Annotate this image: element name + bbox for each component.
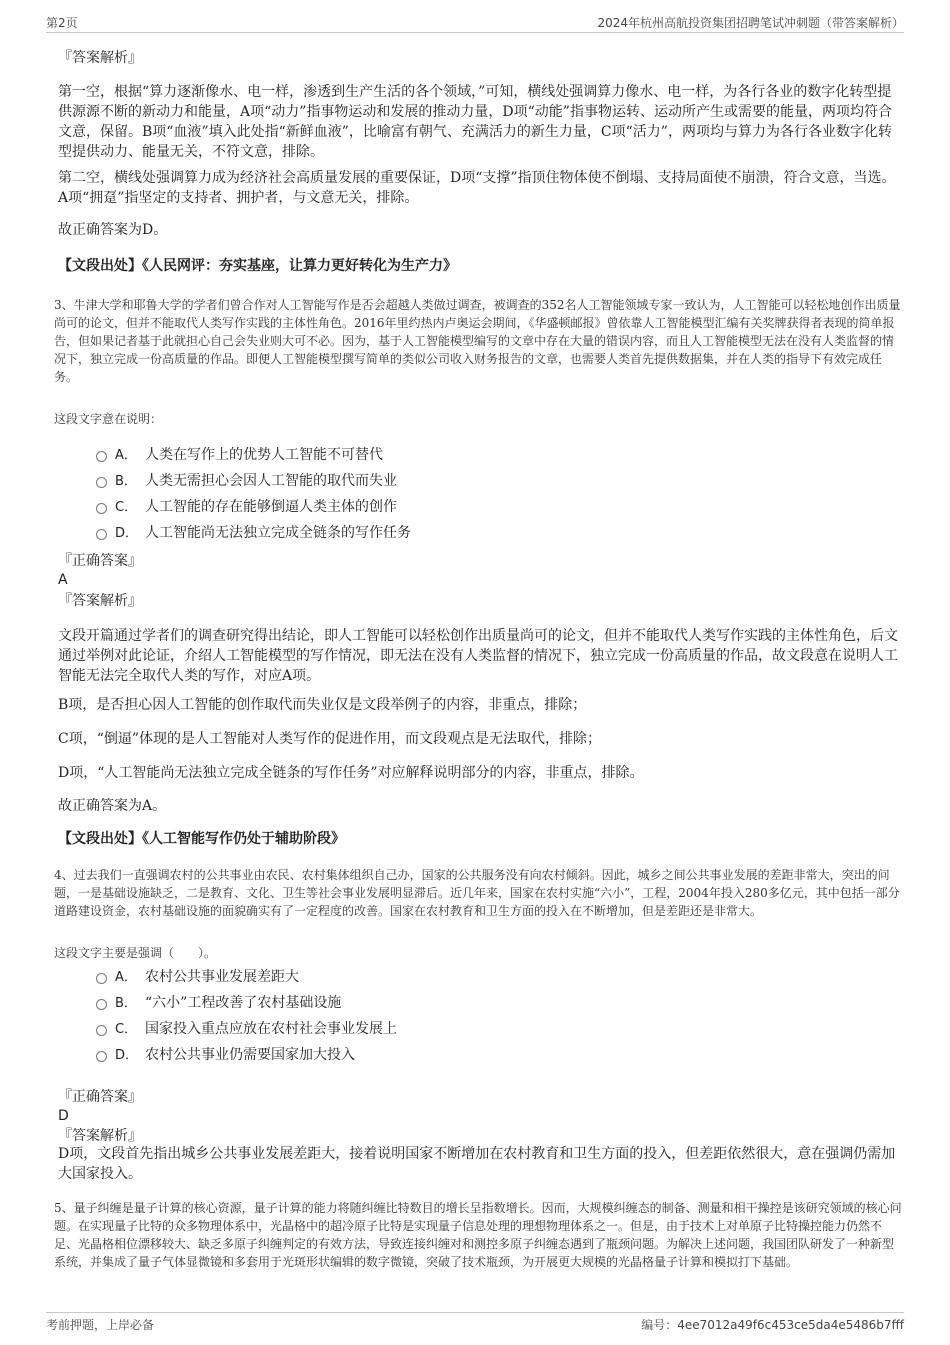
radio-icon[interactable] — [96, 1051, 107, 1062]
footer-code: 编号：4ee7012a49f6c453ce5da4e5486b7fff — [641, 1318, 904, 1332]
q4-option-d[interactable]: D． 农村公共事业仍需要国家加大投入 — [96, 1045, 355, 1066]
page-footer — [46, 1312, 904, 1335]
q4-option-c[interactable]: C． 国家投入重点应放在农村社会事业发展上 — [96, 1019, 397, 1040]
q3-conclusion: 故正确答案为A。 — [58, 798, 167, 814]
radio-icon[interactable] — [96, 973, 107, 984]
q4-explain: D项，文段首先指出城乡公共事业发展差距大，接着说明国家不断增加在农村教育和卫生方面的投入，但差距依然很大，意在强调仍需加大国家投入。 — [58, 1146, 896, 1182]
q4-option-b[interactable]: B． “六小”工程改善了农村基础设施 — [96, 993, 341, 1014]
q3-stem: 3、牛津大学和耶鲁大学的学者们曾合作对人工智能写作是否会超越人类做过调查，被调查的352名人工智能领域专家一致认为，人工智能可以轻松地创作出质量尚可的论文，但并不能取代人类写作实践的主体性角色。2016年里约热内卢奥运会期间，《华盛顿邮报》曾依靠人工智能模型汇编有关奖牌获得者表现的简单报告，但如果记者基于此就担心自己会失业则大可不必。因为，基于人工智能模型编写的文章中存在大量的错误内容，而且人工智能模型无法在没有人类监督的情况下，独立完成一份高质量的作品。即便人工智能模型撰写简单的类似公司收入财务报告的文章，也需要人类首先提供数据集，并在人类的指导下有效完成任务。 — [54, 298, 901, 384]
q3-explain-p4: D项，“人工智能尚无法独立完成全链条的写作任务”对应解释说明部分的内容，非重点，排除。 — [58, 765, 644, 781]
q3-explain-title: 『答案解析』 — [58, 593, 142, 609]
q2-explain-p2: 第二空，横线处强调算力成为经济社会高质量发展的重要保证，D项“支撑”指顶住物体使不倒塌、支持局面使不崩溃，符合文意，当选。A项“拥趸”指坚定的支持者、拥护者，与文意无关，排除。 — [58, 170, 896, 206]
radio-icon[interactable] — [96, 1025, 107, 1036]
q2-explain-title: 『答案解析』 — [58, 50, 142, 66]
q3-option-a[interactable]: A． 人类在写作上的优势人工智能不可替代 — [96, 445, 383, 466]
q4-option-a[interactable]: A． 农村公共事业发展差距大 — [96, 967, 299, 988]
page-number: 第2页 — [46, 16, 78, 30]
q3-option-c[interactable]: C． 人工智能的存在能够倒逼人类主体的创作 — [96, 497, 397, 518]
radio-icon[interactable] — [96, 529, 107, 540]
q5-stem: 5、量子纠缠是量子计算的核心资源，量子计算的能力将随纠缠比特数目的增长呈指数增长。因而，大规模纠缠态的制备、测量和相干操控是该研究领域的核心问题。在实现量子比特的众多物理体系中，光晶格中的超冷原子比特是实现量子信息处理的理想物理体系之一。但是，由于技术上对单原子比特操控能力仍然不足、光晶格相位漂移较大、缺乏多原子纠缠判定的有效方法，导致连接纠缠对和测控多原子纠缠态遇到了瓶颈问题。为解决上述问题，我国团队研发了一种新型系统，并集成了量子气体显微镜和多套用于光斑形状编辑的数字微镜，突破了技术瓶颈，为开展更大规模的光晶格量子计算和模拟打下基础。 — [54, 1201, 902, 1269]
q2-source: 【文段出处】《人民网评：夯实基座，让算力更好转化为生产力》 — [58, 258, 457, 274]
q3-explain-p2: B项，是否担心因人工智能的创作取代而失业仅是文段举例子的内容，非重点，排除； — [58, 697, 587, 713]
q3-explain-p3: C项，“倒逼”体现的是人工智能对人类写作的促进作用，而文段观点是无法取代，排除； — [58, 731, 602, 747]
radio-icon[interactable] — [96, 503, 107, 514]
q4-answer-title: 『正确答案』 — [58, 1089, 142, 1105]
q4-answer: D — [58, 1108, 69, 1124]
q3-option-b[interactable]: B． 人类无需担心会因人工智能的取代而失业 — [96, 471, 397, 492]
document-title: 2024年杭州高航投资集团招聘笔试冲刺题（带答案解析） — [597, 16, 904, 30]
q3-answer-title: 『正确答案』 — [58, 553, 142, 569]
q3-question: 这段文字意在说明： — [54, 412, 163, 426]
q3-source: 【文段出处】《人工智能写作仍处于辅助阶段》 — [58, 831, 345, 847]
q2-conclusion: 故正确答案为D。 — [58, 222, 168, 238]
radio-icon[interactable] — [96, 999, 107, 1010]
radio-icon[interactable] — [96, 477, 107, 488]
footer-slogan: 考前押题，上岸必备 — [46, 1318, 155, 1332]
page-header — [46, 12, 904, 33]
q4-question: 这段文字主要是强调（ ）。 — [54, 946, 217, 960]
q2-explain-p1: 第一空，根据“算力逐渐像水、电一样，渗透到生产生活的各个领域，”可知，横线处强调算力像水、电一样，为各行各业的数字化转型提供源源不断的新动力和能量，A项“动力”指事物运动和发展的推动力量，D项“动能”指事物运转、运动所产生或需要的能量，两项均符合文意，保留。B项“血液”填入此处指“新鲜血液”，比喻富有朝气、充满活力的新生力量，C项“活力”，两项均与算力为各行各业数字化转型提供动力、能量无关，不符文意，排除。 — [58, 84, 892, 160]
q3-option-d[interactable]: D． 人工智能尚无法独立完成全链条的写作任务 — [96, 523, 411, 544]
q4-explain-title: 『答案解析』 — [58, 1128, 142, 1144]
radio-icon[interactable] — [96, 451, 107, 462]
q3-answer: A — [58, 572, 68, 588]
q4-stem: 4、过去我们一直强调农村的公共事业由农民、农村集体组织自己办，国家的公共服务没有向农村倾斜。因此，城乡之间公共事业发展的差距非常大，突出的问题，一是基础设施缺乏，二是教育、文化、卫生等社会事业发展明显滞后。近几年来，国家在农村实施“六小”，工程，2004年投入280多亿元，其中包括一部分道路建设资金，农村基础设施的面貌确实有了一定程度的改善。国家在农村教育和卫生方面的投入在不断增加，但是差距还是非常大。 — [54, 868, 900, 918]
q3-explain-p1: 文段开篇通过学者们的调查研究得出结论，即人工智能可以轻松创作出质量尚可的论文，但并不能取代人类写作实践的主体性角色，后文通过举例对此论证，介绍人工智能模型的写作情况，即无法在没有人类监督的情况下，独立完成一份高质量的作品，故文段意在说明人工智能无法完全取代人类的写作，对应A项。 — [58, 628, 898, 684]
